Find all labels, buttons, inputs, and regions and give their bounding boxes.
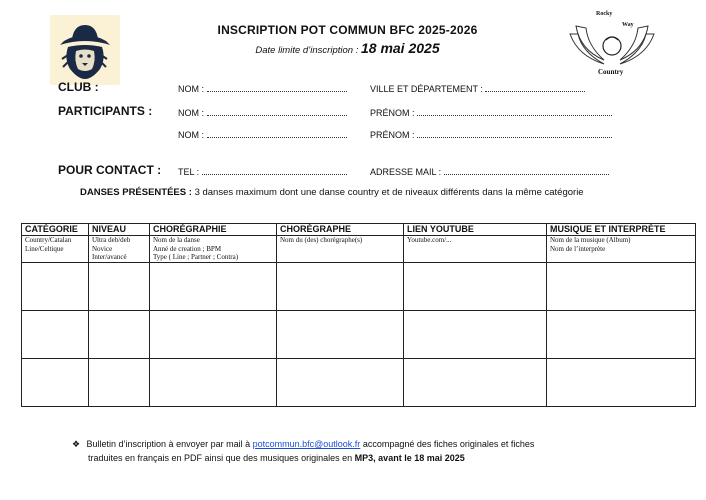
- logo-text-rocky: Rocky: [596, 11, 613, 17]
- table-header-row: [22, 224, 696, 236]
- hint-line: Type ( Line ; Partner ; Contra): [153, 253, 239, 261]
- tel-field[interactable]: [178, 166, 347, 177]
- table-cell[interactable]: [22, 311, 89, 359]
- footer-line-1: [72, 437, 632, 451]
- table-cell[interactable]: [277, 359, 404, 407]
- table-cell[interactable]: [404, 263, 547, 311]
- table-cell[interactable]: [89, 359, 150, 407]
- diamond-bullet-icon: ❖: [72, 439, 81, 449]
- header-niveau: NIVEAU: [89, 224, 150, 236]
- club-logo-left: [50, 15, 120, 85]
- club-logo-right: [566, 6, 658, 78]
- hint-line: Youtube.com/...: [407, 236, 452, 244]
- table-cell[interactable]: [22, 359, 89, 407]
- club-label: CLUB :: [58, 80, 99, 94]
- ville-field[interactable]: [370, 83, 585, 94]
- table-cell[interactable]: [150, 311, 277, 359]
- hint-line: Anné de creation ; BPM: [153, 244, 222, 253]
- mail-label: ADRESSE MAIL :: [370, 167, 442, 177]
- deadline: [160, 40, 535, 56]
- participant1-nom-label: NOM :: [178, 108, 204, 118]
- hint-line: Novice: [92, 244, 113, 253]
- hint-choregraphie: [150, 236, 277, 263]
- footer-text-3: traduites en français en PDF ainsi que des musiques originales en: [88, 453, 353, 463]
- hint-line: Country/Catalan: [25, 236, 72, 244]
- participant2-nom-line[interactable]: [207, 129, 347, 138]
- page-title: INSCRIPTION POT COMMUN BFC 2025-2026: [217, 23, 478, 37]
- participant1-nom-line[interactable]: [207, 107, 347, 116]
- ville-line[interactable]: [485, 83, 585, 92]
- hint-choregraphe: [277, 236, 404, 263]
- mail-field[interactable]: [370, 166, 609, 177]
- participant1-prenom-label: PRÉNOM :: [370, 108, 415, 118]
- dances-table: [21, 223, 696, 407]
- club-nom-label: NOM :: [178, 84, 204, 94]
- email-link[interactable]: potcommun.bfc@outlook.fr: [252, 439, 361, 449]
- hint-line: Nom de la danse: [153, 236, 200, 244]
- header-categorie: CATÉGORIE: [22, 224, 89, 236]
- contact-label: POUR CONTACT :: [58, 163, 162, 177]
- table-cell[interactable]: [547, 359, 696, 407]
- header-choregraphe: CHORÉGRAPHE: [277, 224, 404, 236]
- danses-note: [80, 187, 584, 198]
- table-cell[interactable]: [150, 263, 277, 311]
- danses-text: 3 danses maximum dont une danse country et de niveaux différents dans la même catégorie: [194, 187, 584, 198]
- participant2-prenom-line[interactable]: [417, 129, 612, 138]
- participant2-prenom-field[interactable]: [370, 129, 612, 140]
- table-row: [22, 263, 696, 311]
- table-cell[interactable]: [547, 311, 696, 359]
- footer-text-1: Bulletin d’inscription à envoyer par mail à: [86, 439, 251, 449]
- footer-line-2: [72, 451, 632, 465]
- hint-niveau: [89, 236, 150, 263]
- hint-line: Ultra deb/deb: [92, 236, 131, 244]
- participant1-prenom-line[interactable]: [417, 107, 612, 116]
- table-cell[interactable]: [404, 359, 547, 407]
- hint-line: Line/Celtique: [25, 244, 64, 253]
- danses-label: DANSES PRÉSENTÉES :: [80, 187, 192, 198]
- club-nom-line[interactable]: [207, 83, 347, 92]
- header-lien-youtube: LIEN YOUTUBE: [404, 224, 547, 236]
- participant1-nom-field[interactable]: [178, 107, 347, 118]
- wings-logo-icon: [566, 6, 658, 78]
- club-nom-field[interactable]: [178, 83, 347, 94]
- table-hint-row: [22, 236, 696, 263]
- table-cell[interactable]: [22, 263, 89, 311]
- table-row: [22, 311, 696, 359]
- table-cell[interactable]: [277, 311, 404, 359]
- logo-text-way: Way: [622, 22, 634, 28]
- deadline-label: Date limite d’inscription :: [255, 45, 359, 56]
- footer-note: [72, 437, 632, 465]
- logo-text-country: Country: [598, 68, 624, 76]
- ville-label: VILLE ET DÉPARTEMENT :: [370, 84, 483, 94]
- lion-cowboy-icon: [50, 15, 120, 85]
- header-choregraphie: CHORÉGRAPHIE: [150, 224, 277, 236]
- table-cell[interactable]: [150, 359, 277, 407]
- tel-label: TEL :: [178, 167, 200, 177]
- hint-line: Inter/avancé: [92, 253, 127, 261]
- participants-label: PARTICIPANTS :: [58, 104, 153, 118]
- participant2-nom-label: NOM :: [178, 130, 204, 140]
- table-cell[interactable]: [404, 311, 547, 359]
- hint-line: Nom du (des) chorégraphe(s): [280, 236, 363, 244]
- hint-line: Nom de la musique (Album): [550, 236, 631, 244]
- table-row: [22, 359, 696, 407]
- footer-mp3-deadline: MP3, avant le 18 mai 2025: [354, 453, 465, 463]
- table-cell[interactable]: [89, 263, 150, 311]
- participant2-nom-field[interactable]: [178, 129, 347, 140]
- table-cell[interactable]: [547, 263, 696, 311]
- tel-line[interactable]: [202, 166, 347, 175]
- header-musique: MUSIQUE ET INTERPRÈTE: [547, 224, 696, 236]
- mail-line[interactable]: [444, 166, 609, 175]
- hint-categorie: [22, 236, 89, 263]
- deadline-date: 18 mai 2025: [360, 40, 440, 56]
- table-cell[interactable]: [277, 263, 404, 311]
- participant2-prenom-label: PRÉNOM :: [370, 130, 415, 140]
- table-cell[interactable]: [89, 311, 150, 359]
- footer-text-2: accompagné des fiches originales et fiches: [362, 439, 535, 449]
- hint-musique: [547, 236, 696, 263]
- participant1-prenom-field[interactable]: [370, 107, 612, 118]
- hint-lien-youtube: [404, 236, 547, 263]
- hint-line: Nom de l’interprète: [550, 244, 606, 253]
